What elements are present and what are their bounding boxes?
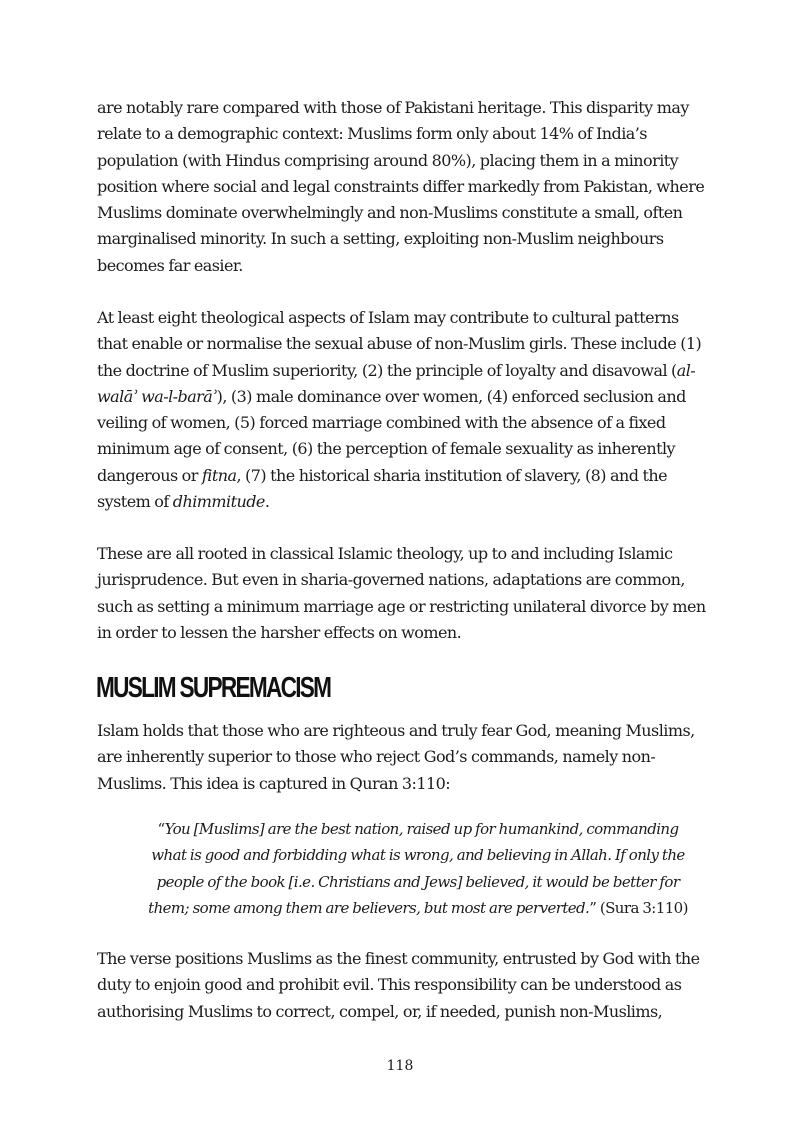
body-paragraph-5: The verse positions Muslims as the finest community, entrusted by God with the duty to enjoin good and prohibit evil. This responsibility can be understood as authorising Muslims to correct, compel, or, if needed, punish non-Muslims,: [97, 949, 700, 1021]
quran-quote: [148, 816, 688, 921]
body-paragraph-1: are notably rare compared with those of Pakistani heritage. This disparity may relate to a demographic context: Muslims form only about 14% of India’s population (with Hindus comprising around 80%), placing them in a minority position where social and legal constraints differ markedly from Pakistan, where Muslims dominate overwhelmingly and non-Muslims constitute a small, often marginalised minority. In such a setting, exploiting non-Muslim neighbours becomes far easier.: [97, 98, 705, 275]
paragraph-2-text-g: .: [264, 492, 270, 512]
page-number: 118: [386, 1058, 414, 1074]
paragraph-2-text-a: At least eight theological aspects of Islam may contribute to cultural patterns that enable or normalise the sexual abuse of non-Muslim girls. These include (1) the doctrine of Muslim superiority, (2) the principle of loyalty and disavowal (: [97, 308, 702, 380]
section-heading: MUSLIM SUPREMACISM: [96, 672, 331, 704]
quote-open-mark: “: [157, 820, 165, 838]
paragraph-2-text-e: , (7) the historical sharia institution of slavery, (8) and the system of: [97, 465, 668, 512]
term-fitna: fitna: [201, 465, 237, 485]
term-al-wala-wa-l-bara: al-walāʾ wa-l-barāʾ: [97, 360, 696, 406]
quote-text: You [Muslims] are the best nation, raised up for humankind, commanding what is good and forbidding what is wrong, and believing in Allah. If only the people of the book [i.e. Christians and Jews] believed, it would be better for them; some among them are believers, but most are perverted.: [148, 820, 685, 917]
quote-close-mark: ”: [589, 898, 597, 917]
body-paragraph-4: Islam holds that those who are righteous and truly fear God, meaning Muslims, are inherently superior to those who reject God’s commands, namely non-Muslims. This idea is captured in Quran 3:110:: [97, 721, 695, 793]
paragraph-2-text-c: ), (3) male dominance over women, (4) enforced seclusion and veiling of women, (5) forced marriage combined with the absence of a fixed minimum age of consent, (6) the perception of female sexuality as inherently dangerous or: [97, 386, 686, 485]
quote-citation: (Sura 3:110): [596, 898, 688, 917]
body-paragraph-2: [97, 305, 707, 515]
body-paragraph-3: These are all rooted in classical Islamic theology, up to and including Islamic jurisprudence. But even in sharia-governed nations, adaptations are common, such as setting a minimum marriage age or restricting unilateral divorce by men in order to lessen the harsher effects on women.: [97, 544, 706, 642]
term-dhimmitude: dhimmitude: [172, 492, 265, 512]
